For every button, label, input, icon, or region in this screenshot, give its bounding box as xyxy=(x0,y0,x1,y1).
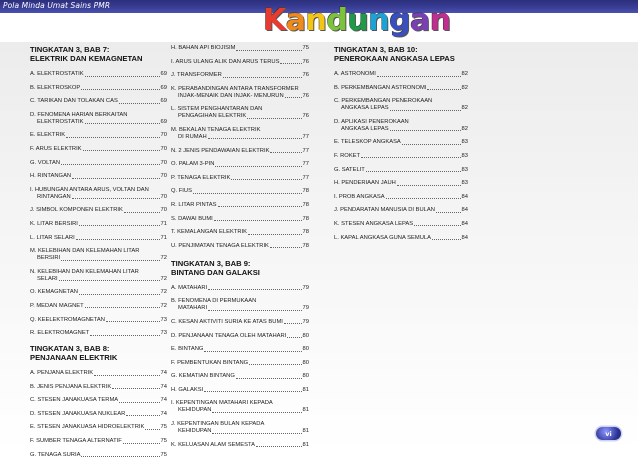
toc-column-2 xyxy=(171,45,309,455)
toc-entry-text: C. STESEN JANAKUASA TERMA xyxy=(30,397,119,404)
leader-dots xyxy=(208,138,302,139)
toc-entry[interactable] xyxy=(171,400,309,414)
leader-dots xyxy=(223,77,302,78)
toc-page-number: 84 xyxy=(461,207,468,214)
toc-entry[interactable] xyxy=(30,330,167,337)
toc-column-3 xyxy=(334,45,468,248)
leader-dots xyxy=(208,310,301,311)
toc-page-number: 78 xyxy=(302,201,309,208)
leader-dots xyxy=(402,144,461,145)
toc-entry[interactable] xyxy=(30,384,167,391)
toc-entry[interactable] xyxy=(334,194,468,201)
toc-page-number: 78 xyxy=(302,229,309,236)
section-heading-line: PENEROKAAN ANGKASA LEPAS xyxy=(334,54,455,63)
title-letter: a xyxy=(285,3,306,38)
toc-entry-text: F. PEMBENTUKAN BINTANG xyxy=(171,359,249,366)
toc-entry-text: M. KELEBIHAN DAN KELEMAHAN LITAR xyxy=(30,248,140,255)
leader-dots xyxy=(90,335,159,336)
toc-page-number: 70 xyxy=(160,145,167,152)
leader-dots xyxy=(214,220,302,221)
toc-entry-text: F. ROKET xyxy=(334,152,361,159)
toc-entry-text: D. STESEN JANAKUASA NUKLEAR xyxy=(30,410,126,417)
toc-page-number: 74 xyxy=(160,397,167,404)
toc-entry[interactable] xyxy=(171,346,309,353)
toc-entry[interactable] xyxy=(30,221,167,228)
toc-page-number: 75 xyxy=(160,438,167,445)
toc-entry-text: E. BINTANG xyxy=(171,346,204,353)
toc-entry-text: D. APLIKASI PENEROKAAN xyxy=(334,118,409,125)
table-of-contents xyxy=(0,42,638,458)
toc-entry[interactable] xyxy=(171,161,309,168)
toc-page-number: 77 xyxy=(302,147,309,154)
toc-entry-text: ELEKTROSTATIK xyxy=(37,118,84,125)
toc-page-number: 77 xyxy=(302,133,309,140)
section-heading-line: TINGKATAN 3, BAB 10: xyxy=(334,45,418,54)
toc-entry[interactable] xyxy=(334,167,468,174)
leader-dots xyxy=(218,206,302,207)
toc-entry-text: H. PENDERIAAN JAUH xyxy=(334,180,396,187)
page-number-badge: vi xyxy=(596,427,621,440)
leader-dots xyxy=(427,89,460,90)
toc-page-number: 78 xyxy=(302,242,309,249)
toc-entry-text: A. PENJANA ELEKTRIK xyxy=(30,370,94,377)
section-bab-8-continued xyxy=(171,45,309,250)
toc-entry-text: KEHIDUPAN xyxy=(178,407,212,414)
toc-entry-text: D. FENOMENA HARIAN BERKAITAN xyxy=(30,111,128,118)
toc-page-number: 82 xyxy=(461,105,468,112)
toc-page-number: 69 xyxy=(160,84,167,91)
toc-page-number: 81 xyxy=(302,386,309,393)
toc-entry-text: G. SATELIT xyxy=(334,166,365,173)
leader-dots xyxy=(247,118,301,119)
leader-dots xyxy=(193,193,302,194)
leader-dots xyxy=(85,76,160,77)
toc-entry[interactable] xyxy=(171,106,309,120)
toc-page-number: 81 xyxy=(302,407,309,414)
leader-dots xyxy=(204,351,301,352)
leader-dots xyxy=(106,321,160,322)
toc-entry[interactable] xyxy=(30,235,167,242)
leader-dots xyxy=(85,123,160,124)
toc-entry-text: H. GALAKSI xyxy=(171,386,204,393)
toc-page-number: 81 xyxy=(302,428,309,435)
leader-dots xyxy=(61,260,159,261)
toc-entry-text: L. KAPAL ANGKASA GUNA SEMULA xyxy=(334,234,431,241)
toc-entry[interactable] xyxy=(171,298,309,312)
toc-entry[interactable] xyxy=(30,397,167,404)
toc-entry-text: C. PERKEMBANGAN PENEROKAAN xyxy=(334,98,433,105)
toc-entry[interactable] xyxy=(334,119,468,133)
toc-page-number: 76 xyxy=(302,113,309,120)
title-letter: u xyxy=(347,3,369,38)
toc-entry[interactable] xyxy=(171,45,309,52)
leader-dots xyxy=(126,415,159,416)
toc-entry-text: J. PENDARATAN MANUSIA DI BULAN xyxy=(334,207,435,214)
toc-entry[interactable] xyxy=(30,452,167,459)
leader-dots xyxy=(208,289,301,290)
toc-page-number: 71 xyxy=(160,220,167,227)
toc-entry-text: T. KEMALANGAN ELEKTRIK xyxy=(171,229,248,236)
toc-page-number: 84 xyxy=(461,193,468,200)
toc-entry-text: D. PENJANAAN TENAGA OLEH MATAHARI xyxy=(171,332,287,339)
leader-dots xyxy=(83,150,160,151)
toc-entry[interactable] xyxy=(30,303,167,310)
leader-dots xyxy=(112,388,159,389)
toc-entry-text: DI RUMAH xyxy=(178,133,207,140)
toc-entry[interactable] xyxy=(171,360,309,367)
leader-dots xyxy=(397,185,461,186)
toc-page-number: 75 xyxy=(160,451,167,458)
toc-entry-text: G. VOLTAN xyxy=(30,159,61,166)
toc-entry-text: A. ELEKTROSTATIK xyxy=(30,71,84,77)
toc-entry[interactable] xyxy=(171,202,309,209)
toc-entry[interactable] xyxy=(30,269,167,283)
leader-dots xyxy=(249,364,301,365)
toc-page-number: 69 xyxy=(160,98,167,105)
toc-page-number: 76 xyxy=(302,58,309,65)
toc-entry-text: R. ELEKTROMAGNET xyxy=(30,330,90,337)
toc-entry-text: E. ELEKTRIK xyxy=(30,132,66,139)
toc-entry-text: K. LITAR BERSIRI xyxy=(30,220,78,227)
toc-entry-text: M. BEKALAN TENAGA ELEKTRIK xyxy=(171,126,261,133)
toc-entry[interactable] xyxy=(30,317,167,324)
toc-entry-text: H. RINTANGAN xyxy=(30,173,72,180)
toc-entry[interactable] xyxy=(30,438,167,445)
toc-entry[interactable] xyxy=(171,216,309,223)
toc-entry[interactable] xyxy=(171,319,309,326)
toc-entry-text: C. TARIKAN DAN TOLAKAN CAS xyxy=(30,98,118,105)
leader-dots xyxy=(432,239,461,240)
section-heading xyxy=(171,259,309,277)
toc-entry[interactable] xyxy=(30,248,167,262)
section-bab-9 xyxy=(171,259,309,449)
toc-entry-text: PENGAGIHAN ELEKTRIK xyxy=(178,113,247,120)
title-letter: K xyxy=(263,3,286,38)
toc-page-number: 73 xyxy=(160,330,167,337)
leader-dots xyxy=(204,391,301,392)
page-title xyxy=(263,3,451,38)
toc-page-number: 83 xyxy=(461,152,468,159)
leader-dots xyxy=(386,198,461,199)
toc-entry[interactable] xyxy=(171,148,309,155)
toc-column-1 xyxy=(30,45,167,465)
toc-page-number: 83 xyxy=(461,180,468,187)
toc-entry[interactable] xyxy=(334,139,468,146)
toc-page-number: 81 xyxy=(302,441,309,448)
toc-entry[interactable] xyxy=(30,411,167,418)
toc-entry[interactable] xyxy=(171,442,309,449)
toc-entry-text: Q. KEELEKTROMAGNETAN xyxy=(30,316,105,323)
toc-entry-text: SELARI xyxy=(37,275,58,282)
leader-dots xyxy=(85,307,160,308)
toc-entry-text: R. LITAR PINTAS xyxy=(171,201,217,208)
leader-dots xyxy=(59,280,160,281)
leader-dots xyxy=(248,234,302,235)
section-heading-line: BINTANG DAN GALAKSI xyxy=(171,267,260,277)
toc-entry-text: C. KESAN AKTIVITI SURIA KE ATAS BUMI xyxy=(171,318,283,325)
toc-entry[interactable] xyxy=(334,221,468,228)
leader-dots xyxy=(215,166,301,167)
toc-entry[interactable] xyxy=(30,112,167,126)
toc-entry[interactable] xyxy=(334,207,468,214)
toc-entry-text: P. MEDAN MAGNET xyxy=(30,302,84,309)
section-heading xyxy=(334,45,468,63)
leader-dots xyxy=(414,225,460,226)
toc-entry-text: J. TRANSFORMER xyxy=(171,72,222,79)
toc-page-number: 74 xyxy=(160,410,167,417)
toc-entry-text: KEHIDUPAN xyxy=(178,428,212,435)
leader-dots xyxy=(361,157,460,158)
leader-dots xyxy=(366,171,461,172)
toc-page-number: 74 xyxy=(160,383,167,390)
toc-page-number: 82 xyxy=(461,125,468,132)
leader-dots xyxy=(79,294,160,295)
toc-page-number: 76 xyxy=(302,92,309,99)
toc-entry-text: J. KEPENTINGAN BULAN KEPADA xyxy=(171,421,265,428)
toc-entry-text: U. PENJIMATAN TENAGA ELEKTRIK xyxy=(171,242,269,249)
toc-entry-text: E. STESEN JANAKUASA HIDROELEKTRIK xyxy=(30,424,145,431)
title-letter: d xyxy=(326,3,348,38)
leader-dots xyxy=(76,239,160,240)
toc-entry[interactable] xyxy=(171,373,309,380)
toc-page-number: 80 xyxy=(302,373,309,380)
toc-page-number: 84 xyxy=(461,234,468,241)
toc-page-number: 82 xyxy=(461,71,468,77)
toc-page-number: 80 xyxy=(302,332,309,339)
toc-page-number: 84 xyxy=(461,220,468,227)
leader-dots xyxy=(287,337,301,338)
leader-dots xyxy=(284,323,302,324)
leader-dots xyxy=(212,412,301,413)
toc-page-number: 79 xyxy=(302,318,309,325)
toc-page-number: 72 xyxy=(160,255,167,262)
leader-dots xyxy=(119,103,160,104)
toc-entry[interactable] xyxy=(171,86,309,100)
section-bab-8 xyxy=(30,344,167,459)
section-heading-line: ELEKTRIK DAN KEMAGNETAN xyxy=(30,54,143,63)
leader-dots xyxy=(72,178,159,179)
toc-entry[interactable] xyxy=(171,387,309,394)
toc-page-number: 75 xyxy=(302,45,309,51)
toc-page-number: 70 xyxy=(160,193,167,200)
section-heading-line: TINGKATAN 3, BAB 7: xyxy=(30,45,110,54)
toc-entry-text: I. PROB ANGKASA xyxy=(334,193,385,200)
title-letter: n xyxy=(429,3,451,38)
leader-dots xyxy=(123,443,160,444)
toc-entry[interactable] xyxy=(30,424,167,431)
leader-dots xyxy=(81,456,159,457)
toc-entry[interactable] xyxy=(171,175,309,182)
leader-dots xyxy=(236,378,302,379)
toc-entry[interactable] xyxy=(171,421,309,435)
toc-page-number: 70 xyxy=(160,159,167,166)
toc-page-number: 74 xyxy=(160,370,167,377)
toc-page-number: 80 xyxy=(302,346,309,353)
toc-entry[interactable] xyxy=(171,188,309,195)
toc-page-number: 70 xyxy=(160,207,167,214)
leader-dots xyxy=(270,152,301,153)
toc-entry-text: L. LITAR SELARI xyxy=(30,234,75,241)
leader-dots xyxy=(280,63,301,64)
toc-entry[interactable] xyxy=(30,71,167,78)
header-source: Pola Minda Umat Sains PMR xyxy=(3,1,111,10)
leader-dots xyxy=(145,429,159,430)
toc-entry[interactable] xyxy=(171,229,309,236)
toc-entry[interactable] xyxy=(334,153,468,160)
toc-entry-text: S. DAWAI BUMI xyxy=(171,215,213,222)
toc-page-number: 78 xyxy=(302,215,309,222)
toc-entry-text: K. KELUASAN ALAM SEMESTA xyxy=(171,441,255,448)
toc-entry[interactable] xyxy=(30,173,167,180)
toc-entry-text: G. TENAGA SURIA xyxy=(30,451,81,458)
leader-dots xyxy=(390,130,461,131)
leader-dots xyxy=(231,179,301,180)
leader-dots xyxy=(119,402,159,403)
toc-entry-text: J. SIMBOL KOMPONEN ELEKTRIK xyxy=(30,207,123,214)
leader-dots xyxy=(124,212,160,213)
toc-entry-text: I. ARUS ULANG ALIK DAN ARUS TERUS xyxy=(171,58,280,65)
toc-entry[interactable] xyxy=(30,370,167,377)
toc-entry[interactable] xyxy=(30,85,167,92)
toc-entry[interactable] xyxy=(334,85,468,92)
section-heading xyxy=(30,45,167,63)
leader-dots xyxy=(285,97,302,98)
toc-page-number: 83 xyxy=(461,166,468,173)
leader-dots xyxy=(94,375,159,376)
section-heading-line: PENJANAAN ELEKTRIK xyxy=(30,353,118,363)
toc-page-number: 72 xyxy=(160,302,167,309)
leader-dots xyxy=(390,110,461,111)
leader-dots xyxy=(236,50,301,51)
toc-entry-text: E. TELESKOP ANGKASA xyxy=(334,139,401,146)
toc-entry[interactable] xyxy=(30,160,167,167)
toc-entry-text: B. FENOMENA DI PERMUKAAN xyxy=(171,298,257,305)
toc-entry-text: B. PERKEMBANGAN ASTRONOMI xyxy=(334,84,427,91)
toc-entry[interactable] xyxy=(334,71,468,78)
toc-page-number: 79 xyxy=(302,305,309,312)
toc-entry-text: K. PERABANDINGAN ANTARA TRANSFORMER xyxy=(171,85,299,92)
toc-entry-text: RINTANGAN xyxy=(37,193,71,200)
leader-dots xyxy=(377,76,461,77)
leader-dots xyxy=(212,433,301,434)
toc-page-number: 78 xyxy=(302,188,309,195)
toc-entry[interactable] xyxy=(30,289,167,296)
toc-entry[interactable] xyxy=(171,243,309,250)
toc-page-number: 79 xyxy=(302,284,309,291)
section-heading xyxy=(30,344,167,362)
section-heading-line: TINGKATAN 3, BAB 8: xyxy=(30,344,110,354)
toc-entry-text: A. MATAHARI xyxy=(171,284,208,291)
toc-page-number: 70 xyxy=(160,132,167,139)
leader-dots xyxy=(81,89,159,90)
toc-entry-text: B. JENIS PENJANA ELEKTRIK xyxy=(30,383,112,390)
toc-entry-text: H. BAHAN API BIOJISIM xyxy=(171,45,236,51)
toc-entry-text: BERSIRI xyxy=(37,255,61,262)
toc-entry-text: ANGKASA LEPAS xyxy=(341,125,389,132)
toc-entry-text: F. ARUS ELEKTRIK xyxy=(30,145,82,152)
toc-page-number: 75 xyxy=(160,424,167,431)
toc-entry[interactable] xyxy=(30,187,167,201)
toc-page-number: 76 xyxy=(302,72,309,79)
toc-entry-text: I. KEPENTINGAN MATAHARI KEPADA xyxy=(171,400,273,407)
toc-entry-text: F. SUMBER TENAGA ALTERNATIF xyxy=(30,438,122,445)
title-letter: n xyxy=(368,3,390,38)
toc-entry[interactable] xyxy=(30,132,167,139)
toc-page-number: 72 xyxy=(160,289,167,296)
toc-page-number: 69 xyxy=(160,118,167,125)
toc-entry-text: A. ASTRONOMI xyxy=(334,71,376,77)
toc-entry[interactable] xyxy=(171,285,309,292)
toc-page-number: 72 xyxy=(160,275,167,282)
toc-entry[interactable] xyxy=(171,333,309,340)
toc-page-number: 80 xyxy=(302,359,309,366)
toc-page-number: 73 xyxy=(160,316,167,323)
toc-entry-text: P. TENAGA ELEKTRIK xyxy=(171,174,231,181)
toc-entry-text: Q. FIUS xyxy=(171,188,192,195)
toc-entry-text: L. SISTEM PENGHANTARAN DAN xyxy=(171,106,263,113)
toc-entry-text: K. STESEN ANGKASA LEPAS xyxy=(334,220,414,227)
toc-entry-text: MATAHARI xyxy=(178,305,208,312)
leader-dots xyxy=(436,212,461,213)
toc-entry-text: O. KEMAGNETAN xyxy=(30,289,78,296)
toc-entry[interactable] xyxy=(30,207,167,214)
toc-page-number: 77 xyxy=(302,161,309,168)
leader-dots xyxy=(79,225,160,226)
toc-page-number: 69 xyxy=(160,71,167,77)
toc-entry-text: N. 2 JENIS PENDAWAIAN ELEKTRIK xyxy=(171,147,270,154)
leader-dots xyxy=(72,198,160,199)
toc-page-number: 70 xyxy=(160,173,167,180)
leader-dots xyxy=(270,247,302,248)
toc-page-number: 77 xyxy=(302,174,309,181)
toc-entry-text: O. PALAM 3-PIN xyxy=(171,161,215,168)
section-bab-7 xyxy=(30,45,167,337)
toc-entry-text: ANGKASA LEPAS xyxy=(341,105,389,112)
toc-entry-text: INJAK-MENAIK DAN INJAK- MENURUN xyxy=(178,92,284,99)
section-heading-line: TINGKATAN 3, BAB 9: xyxy=(171,258,251,268)
toc-entry[interactable] xyxy=(334,180,468,187)
toc-entry[interactable] xyxy=(334,235,468,242)
toc-entry-text: B. ELEKTROSKOP xyxy=(30,84,81,91)
toc-page-number: 71 xyxy=(160,234,167,241)
toc-page-number: 83 xyxy=(461,139,468,146)
toc-entry[interactable] xyxy=(30,146,167,153)
toc-entry-text: N. KELEBIHAN DAN KELEMAHAN LITAR xyxy=(30,268,139,275)
leader-dots xyxy=(66,137,159,138)
toc-entry[interactable] xyxy=(171,72,309,79)
title-letter: a xyxy=(410,3,430,38)
toc-page-number: 82 xyxy=(461,84,468,91)
toc-entry[interactable] xyxy=(171,127,309,141)
section-bab-10 xyxy=(334,45,468,242)
toc-entry[interactable] xyxy=(30,98,167,105)
toc-entry[interactable] xyxy=(171,59,309,66)
title-letter: n xyxy=(305,3,327,38)
toc-entry-text: G. KEMATIAN BINTANG xyxy=(171,373,235,380)
leader-dots xyxy=(256,446,302,447)
toc-entry-text: I. HUBUNGAN ANTARA ARUS, VOLTAN DAN xyxy=(30,186,149,193)
toc-entry[interactable] xyxy=(334,98,468,112)
title-letter: g xyxy=(389,3,411,38)
leader-dots xyxy=(61,164,159,165)
